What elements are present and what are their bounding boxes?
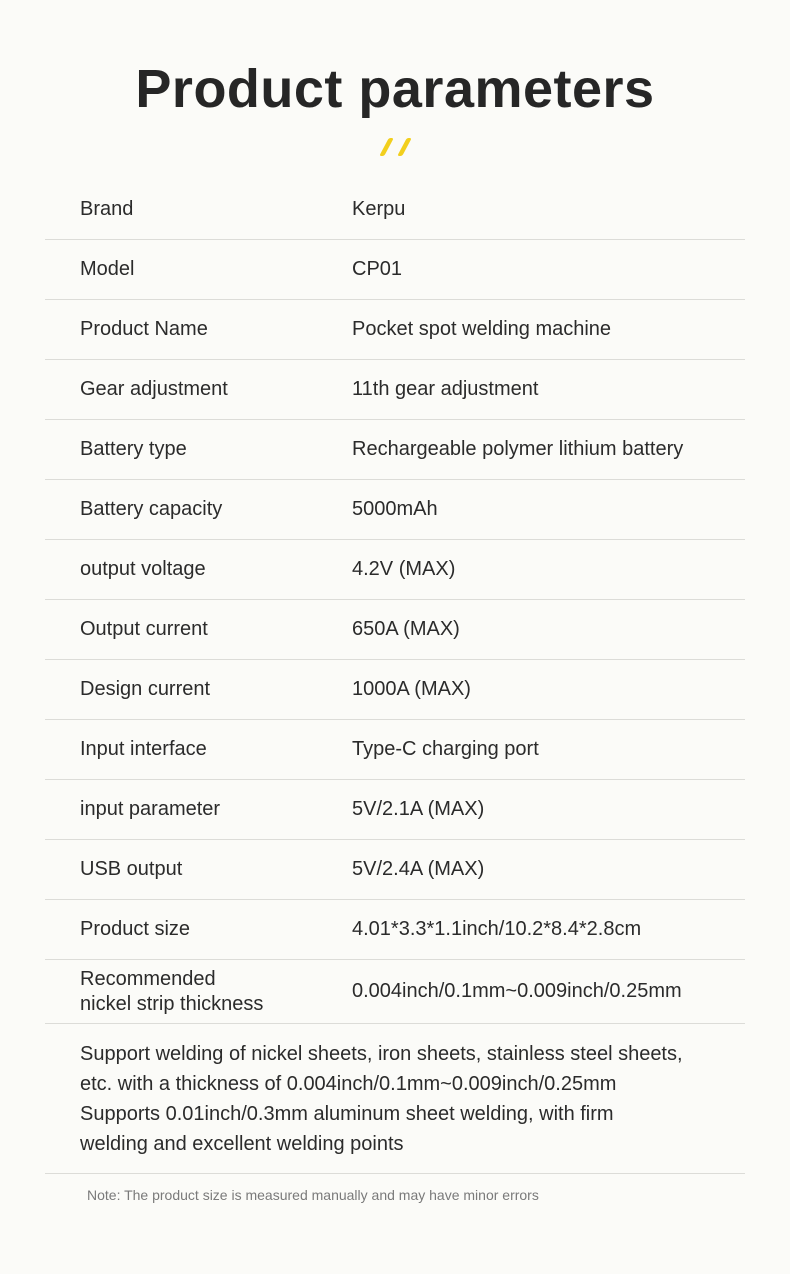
param-label xyxy=(45,967,352,1017)
description-line: welding and excellent welding points xyxy=(80,1133,404,1155)
param-label: Battery capacity xyxy=(80,498,223,520)
description-block xyxy=(45,1024,745,1174)
table-row xyxy=(45,600,745,660)
parameter-table xyxy=(45,180,745,1174)
param-value: Kerpu xyxy=(352,198,406,220)
param-label: Battery type xyxy=(80,438,187,460)
param-label-line: nickel strip thickness xyxy=(80,992,264,1015)
param-value: Rechargeable polymer lithium battery xyxy=(352,438,684,460)
table-row xyxy=(45,180,745,240)
table-row xyxy=(45,480,745,540)
param-label: Input interface xyxy=(80,738,207,760)
param-label: Design current xyxy=(80,678,211,700)
param-value: 4.2V (MAX) xyxy=(352,558,456,580)
table-row xyxy=(45,660,745,720)
param-value: 11th gear adjustment xyxy=(352,378,539,400)
table-row xyxy=(45,900,745,960)
table-row xyxy=(45,420,745,480)
table-row xyxy=(45,720,745,780)
param-label: input parameter xyxy=(80,798,221,820)
page-title: Product parameters xyxy=(135,59,655,119)
footnote: Note: The product size is measured manually and may have minor errors xyxy=(87,1187,539,1203)
param-value: Type-C charging port xyxy=(352,738,539,760)
param-value: 0.004inch/0.1mm~0.009inch/0.25mm xyxy=(352,980,682,1002)
param-value: Pocket spot welding machine xyxy=(352,318,612,340)
table-row xyxy=(45,780,745,840)
param-value: 5V/2.1A (MAX) xyxy=(352,798,485,820)
param-label: USB output xyxy=(80,858,183,880)
param-label: Model xyxy=(80,258,135,280)
description-line: etc. with a thickness of 0.004inch/0.1mm~0.009inch/0.25mm xyxy=(80,1073,617,1095)
param-value: 1000A (MAX) xyxy=(352,678,471,700)
param-value: 650A (MAX) xyxy=(352,618,460,640)
param-label: Brand xyxy=(80,198,134,220)
param-label: Output current xyxy=(80,618,208,640)
param-value: 5V/2.4A (MAX) xyxy=(352,858,485,880)
table-row xyxy=(45,960,745,1024)
param-value: 5000mAh xyxy=(352,498,438,520)
table-row xyxy=(45,360,745,420)
param-label: output voltage xyxy=(80,558,206,580)
accent-quote-marks xyxy=(378,138,414,158)
param-label-line: Recommended xyxy=(80,967,216,990)
param-value: CP01 xyxy=(352,258,403,280)
description-line: Supports 0.01inch/0.3mm aluminum sheet welding, with firm xyxy=(80,1103,614,1125)
param-label: Product size xyxy=(80,918,191,940)
table-row xyxy=(45,300,745,360)
param-label: Product Name xyxy=(80,318,208,340)
table-row xyxy=(45,540,745,600)
description-line: Support welding of nickel sheets, iron sheets, stainless steel sheets, xyxy=(80,1043,683,1065)
param-value: 4.01*3.3*1.1inch/10.2*8.4*2.8cm xyxy=(352,918,642,940)
table-row xyxy=(45,840,745,900)
param-label: Gear adjustment xyxy=(80,378,228,400)
table-row xyxy=(45,240,745,300)
